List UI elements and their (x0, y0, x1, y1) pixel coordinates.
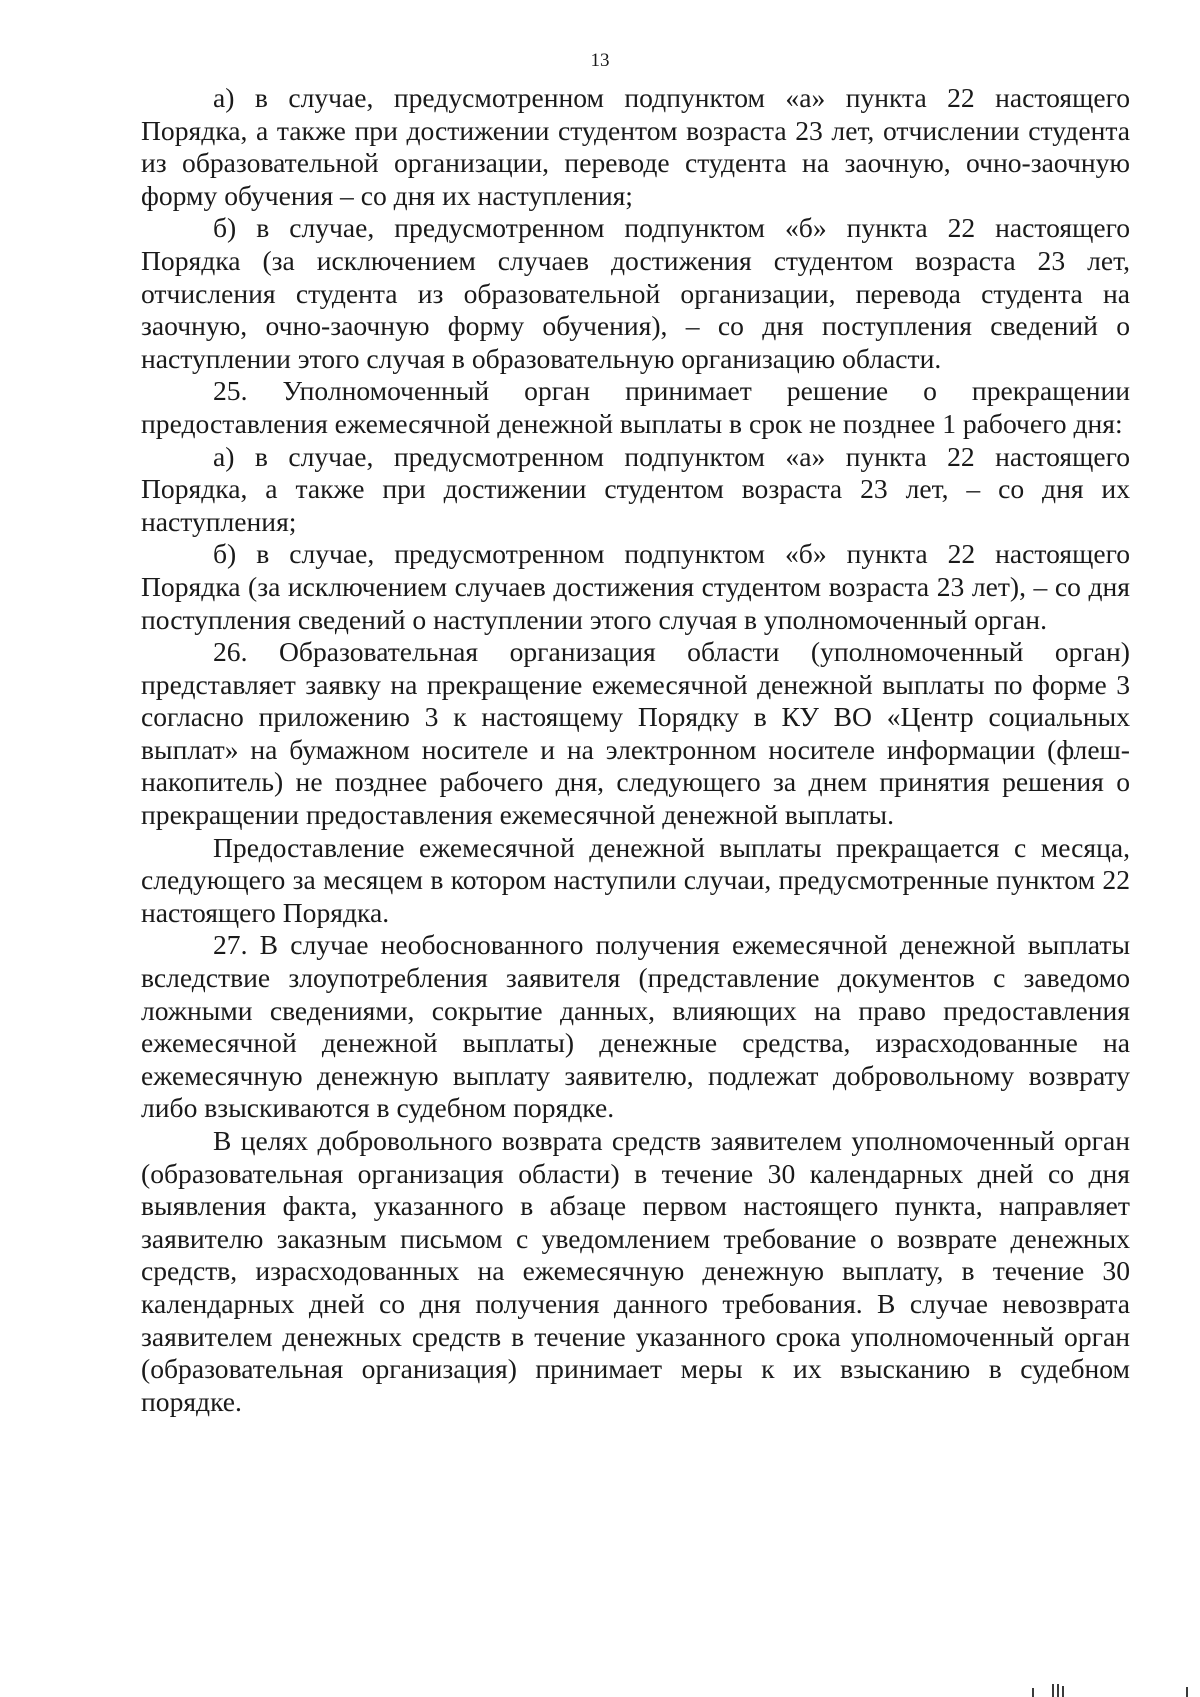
paragraph-24b: б) в случае, предусмотренном подпунктом «б» пункта 22 настоящего Порядка (за исключением случаев достижения студентом возраста 23 лет, отчисления студента из образовательной организации, перевода студента на заочную, очно-заочную форму обучения), – со дня поступления сведений о наступлении этого случая в образовательную организацию области. (141, 212, 1130, 374)
paragraph-26: 26. Образовательная организация области (уполномоченный орган) представляет заявку на прекращение ежемесячной денежной выплаты по форме 3 согласно приложению 3 к настоящему Порядку в КУ ВО «Центр социальных выплат» на бумажном носителе и на электронном носителе информации (флеш-накопитель) не позднее рабочего дня, следующего за днем принятия решения о прекращении предоставления ежемесячной денежной выплаты. (141, 636, 1130, 831)
scan-tick (1032, 1688, 1034, 1697)
scan-tick (1057, 1684, 1059, 1697)
scan-tick (1062, 1686, 1064, 1697)
paragraph-25a: а) в случае, предусмотренном подпунктом «а» пункта 22 настоящего Порядка, а также при достижении студентом возраста 23 лет, – со дня их наступления; (141, 440, 1130, 537)
paragraph-25: 25. Уполномоченный орган принимает решение о прекращении предоставления ежемесячной денежной выплаты в срок не позднее 1 рабочего дня: (141, 375, 1130, 439)
paragraph-27-voluntary-return: В целях добровольного возврата средств заявителем уполномоченный орган (образовательная организация области) в течение 30 календарных дней со дня выявления факта, указанного в абзаце первом настоящего пункта, направляет заявителю заказным письмом с уведомлением требование о возврате денежных средств, израсходованных на ежемесячную денежную выплату, в течение 30 календарных дней со дня получения данного требования. В случае невозврата заявителем денежных средств в течение указанного срока уполномоченный орган (образовательная организация) принимает меры к их взысканию в судебном порядке. (141, 1125, 1130, 1417)
paragraph-24a: а) в случае, предусмотренном подпунктом «а» пункта 22 настоящего Порядка, а также при достижении студентом возраста 23 лет, отчислении студента из образовательной организации, переводе студента на заочную, очно-заочную форму обучения – со дня их наступления; (141, 82, 1130, 211)
scan-edge-marks (1030, 1676, 1200, 1697)
paragraph-27: 27. В случае необоснованного получения ежемесячной денежной выплаты вследствие злоупотребления заявителя (представление документов с заведомо ложными сведениями, сокрытие данных, влияющих на право предоставления ежемесячной денежной выплаты) денежные средства, израсходованные на ежемесячную денежную выплату заявителю, подлежат добровольному возврату либо взыскиваются в судебном порядке. (141, 929, 1130, 1124)
paragraph-25b: б) в случае, предусмотренном подпунктом «б» пункта 22 настоящего Порядка (за исключением случаев достижения студентом возраста 23 лет), – со дня поступления сведений о наступлении этого случая в уполномоченный орган. (141, 538, 1130, 635)
document-body (141, 82, 1130, 1418)
scan-tick (1186, 1687, 1188, 1697)
scan-tick (1052, 1684, 1054, 1697)
paragraph-26-termination: Предоставление ежемесячной денежной выплаты прекращается с месяца, следующего за месяцем в котором наступили случаи, предусмотренные пунктом 22 настоящего Порядка. (141, 831, 1130, 928)
page-number: 13 (590, 50, 610, 71)
